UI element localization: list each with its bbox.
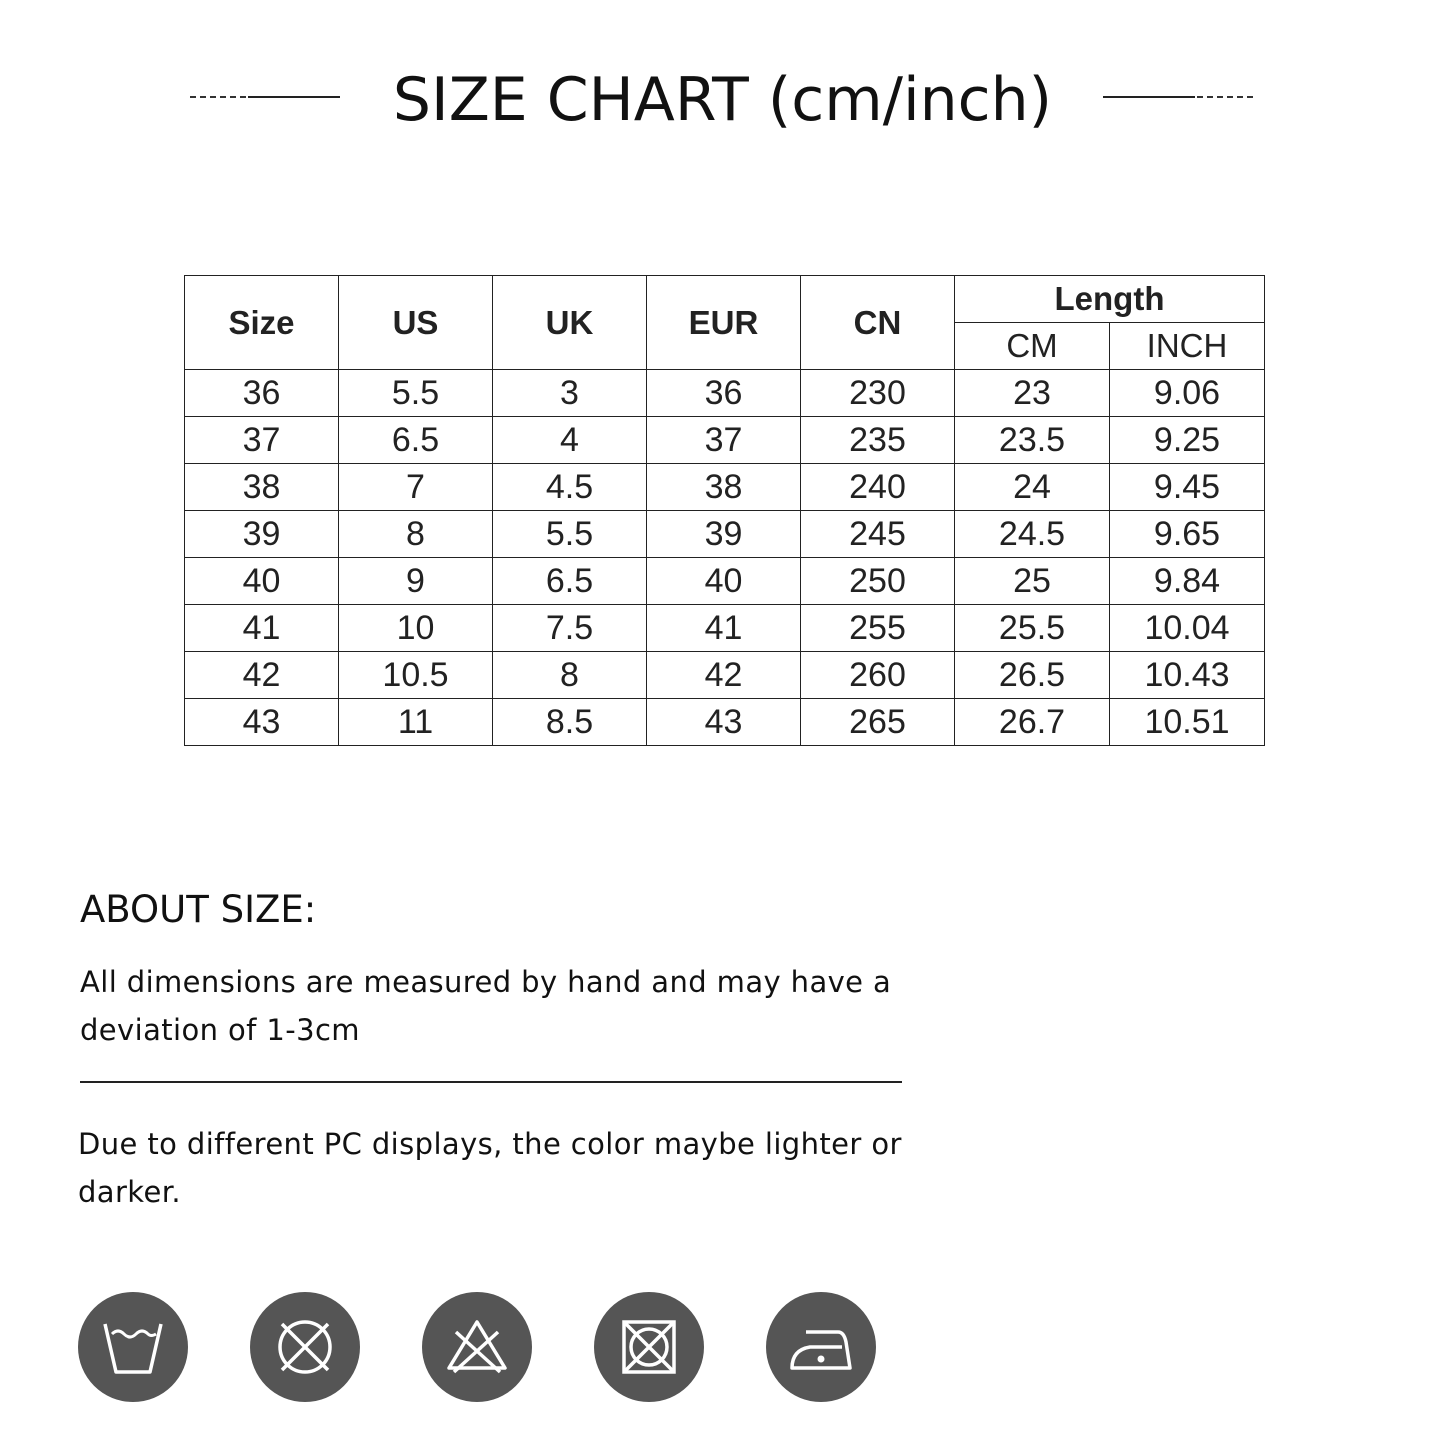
cell-cn: 255 bbox=[801, 605, 955, 652]
cell-us: 8 bbox=[339, 511, 493, 558]
cell-inch: 9.06 bbox=[1110, 370, 1265, 417]
cell-size: 40 bbox=[185, 558, 339, 605]
table-row bbox=[185, 558, 1265, 605]
header-size: Size bbox=[185, 276, 339, 370]
cell-uk: 8 bbox=[493, 652, 647, 699]
cell-us: 10.5 bbox=[339, 652, 493, 699]
cell-eur: 41 bbox=[647, 605, 801, 652]
care-icons bbox=[78, 1292, 878, 1402]
cell-inch: 9.25 bbox=[1110, 417, 1265, 464]
cell-cn: 260 bbox=[801, 652, 955, 699]
header-cn: CN bbox=[801, 276, 955, 370]
do-not-tumble-dry-icon bbox=[594, 1292, 704, 1402]
table-row bbox=[185, 699, 1265, 746]
cell-us: 10 bbox=[339, 605, 493, 652]
size-table bbox=[184, 275, 1265, 746]
cell-inch: 10.04 bbox=[1110, 605, 1265, 652]
cell-cn: 265 bbox=[801, 699, 955, 746]
cell-cn: 250 bbox=[801, 558, 955, 605]
table-row bbox=[185, 370, 1265, 417]
cell-size: 42 bbox=[185, 652, 339, 699]
cell-eur: 36 bbox=[647, 370, 801, 417]
cell-uk: 4 bbox=[493, 417, 647, 464]
header-length: Length bbox=[955, 276, 1265, 323]
header-inch: INCH bbox=[1110, 323, 1265, 370]
header-cm: CM bbox=[955, 323, 1110, 370]
cell-uk: 5.5 bbox=[493, 511, 647, 558]
about-size-heading: ABOUT SIZE: bbox=[80, 888, 317, 931]
cell-us: 6.5 bbox=[339, 417, 493, 464]
do-not-bleach-icon bbox=[422, 1292, 532, 1402]
cell-us: 7 bbox=[339, 464, 493, 511]
do-not-dry-clean-icon bbox=[250, 1292, 360, 1402]
cell-cn: 245 bbox=[801, 511, 955, 558]
cell-cm: 26.5 bbox=[955, 652, 1110, 699]
cell-inch: 9.65 bbox=[1110, 511, 1265, 558]
color-note: Due to different PC displays, the color maybe lighter or darker. bbox=[78, 1127, 902, 1209]
cell-cm: 26.7 bbox=[955, 699, 1110, 746]
cell-us: 5.5 bbox=[339, 370, 493, 417]
header-us: US bbox=[339, 276, 493, 370]
cell-inch: 10.51 bbox=[1110, 699, 1265, 746]
cell-eur: 40 bbox=[647, 558, 801, 605]
cell-eur: 42 bbox=[647, 652, 801, 699]
cell-us: 9 bbox=[339, 558, 493, 605]
cell-cm: 25.5 bbox=[955, 605, 1110, 652]
title-row bbox=[0, 60, 1445, 140]
cell-inch: 9.84 bbox=[1110, 558, 1265, 605]
cell-cm: 25 bbox=[955, 558, 1110, 605]
measurement-note: All dimensions are measured by hand and may have a deviation of 1-3cm bbox=[80, 965, 892, 1047]
cell-size: 36 bbox=[185, 370, 339, 417]
table-row bbox=[185, 652, 1265, 699]
title-decoration-left bbox=[190, 96, 340, 98]
iron-low-heat-icon bbox=[766, 1292, 876, 1402]
cell-inch: 9.45 bbox=[1110, 464, 1265, 511]
cell-cm: 24.5 bbox=[955, 511, 1110, 558]
cell-size: 37 bbox=[185, 417, 339, 464]
wash-basin-icon bbox=[78, 1292, 188, 1402]
cell-uk: 6.5 bbox=[493, 558, 647, 605]
table-row bbox=[185, 464, 1265, 511]
cell-cn: 240 bbox=[801, 464, 955, 511]
cell-cm: 24 bbox=[955, 464, 1110, 511]
header-uk: UK bbox=[493, 276, 647, 370]
divider bbox=[80, 1081, 902, 1083]
table-row bbox=[185, 605, 1265, 652]
cell-cm: 23 bbox=[955, 370, 1110, 417]
cell-eur: 38 bbox=[647, 464, 801, 511]
cell-size: 39 bbox=[185, 511, 339, 558]
cell-uk: 8.5 bbox=[493, 699, 647, 746]
cell-cn: 230 bbox=[801, 370, 955, 417]
page-title: SIZE CHART (cm/inch) bbox=[392, 65, 1053, 135]
cell-uk: 3 bbox=[493, 370, 647, 417]
cell-cn: 235 bbox=[801, 417, 955, 464]
table-row bbox=[185, 511, 1265, 558]
cell-inch: 10.43 bbox=[1110, 652, 1265, 699]
cell-uk: 7.5 bbox=[493, 605, 647, 652]
table-row bbox=[185, 417, 1265, 464]
cell-cm: 23.5 bbox=[955, 417, 1110, 464]
cell-size: 38 bbox=[185, 464, 339, 511]
cell-uk: 4.5 bbox=[493, 464, 647, 511]
header-eur: EUR bbox=[647, 276, 801, 370]
cell-size: 43 bbox=[185, 699, 339, 746]
cell-size: 41 bbox=[185, 605, 339, 652]
title-decoration-right bbox=[1103, 96, 1253, 98]
cell-eur: 39 bbox=[647, 511, 801, 558]
cell-us: 11 bbox=[339, 699, 493, 746]
cell-eur: 43 bbox=[647, 699, 801, 746]
cell-eur: 37 bbox=[647, 417, 801, 464]
